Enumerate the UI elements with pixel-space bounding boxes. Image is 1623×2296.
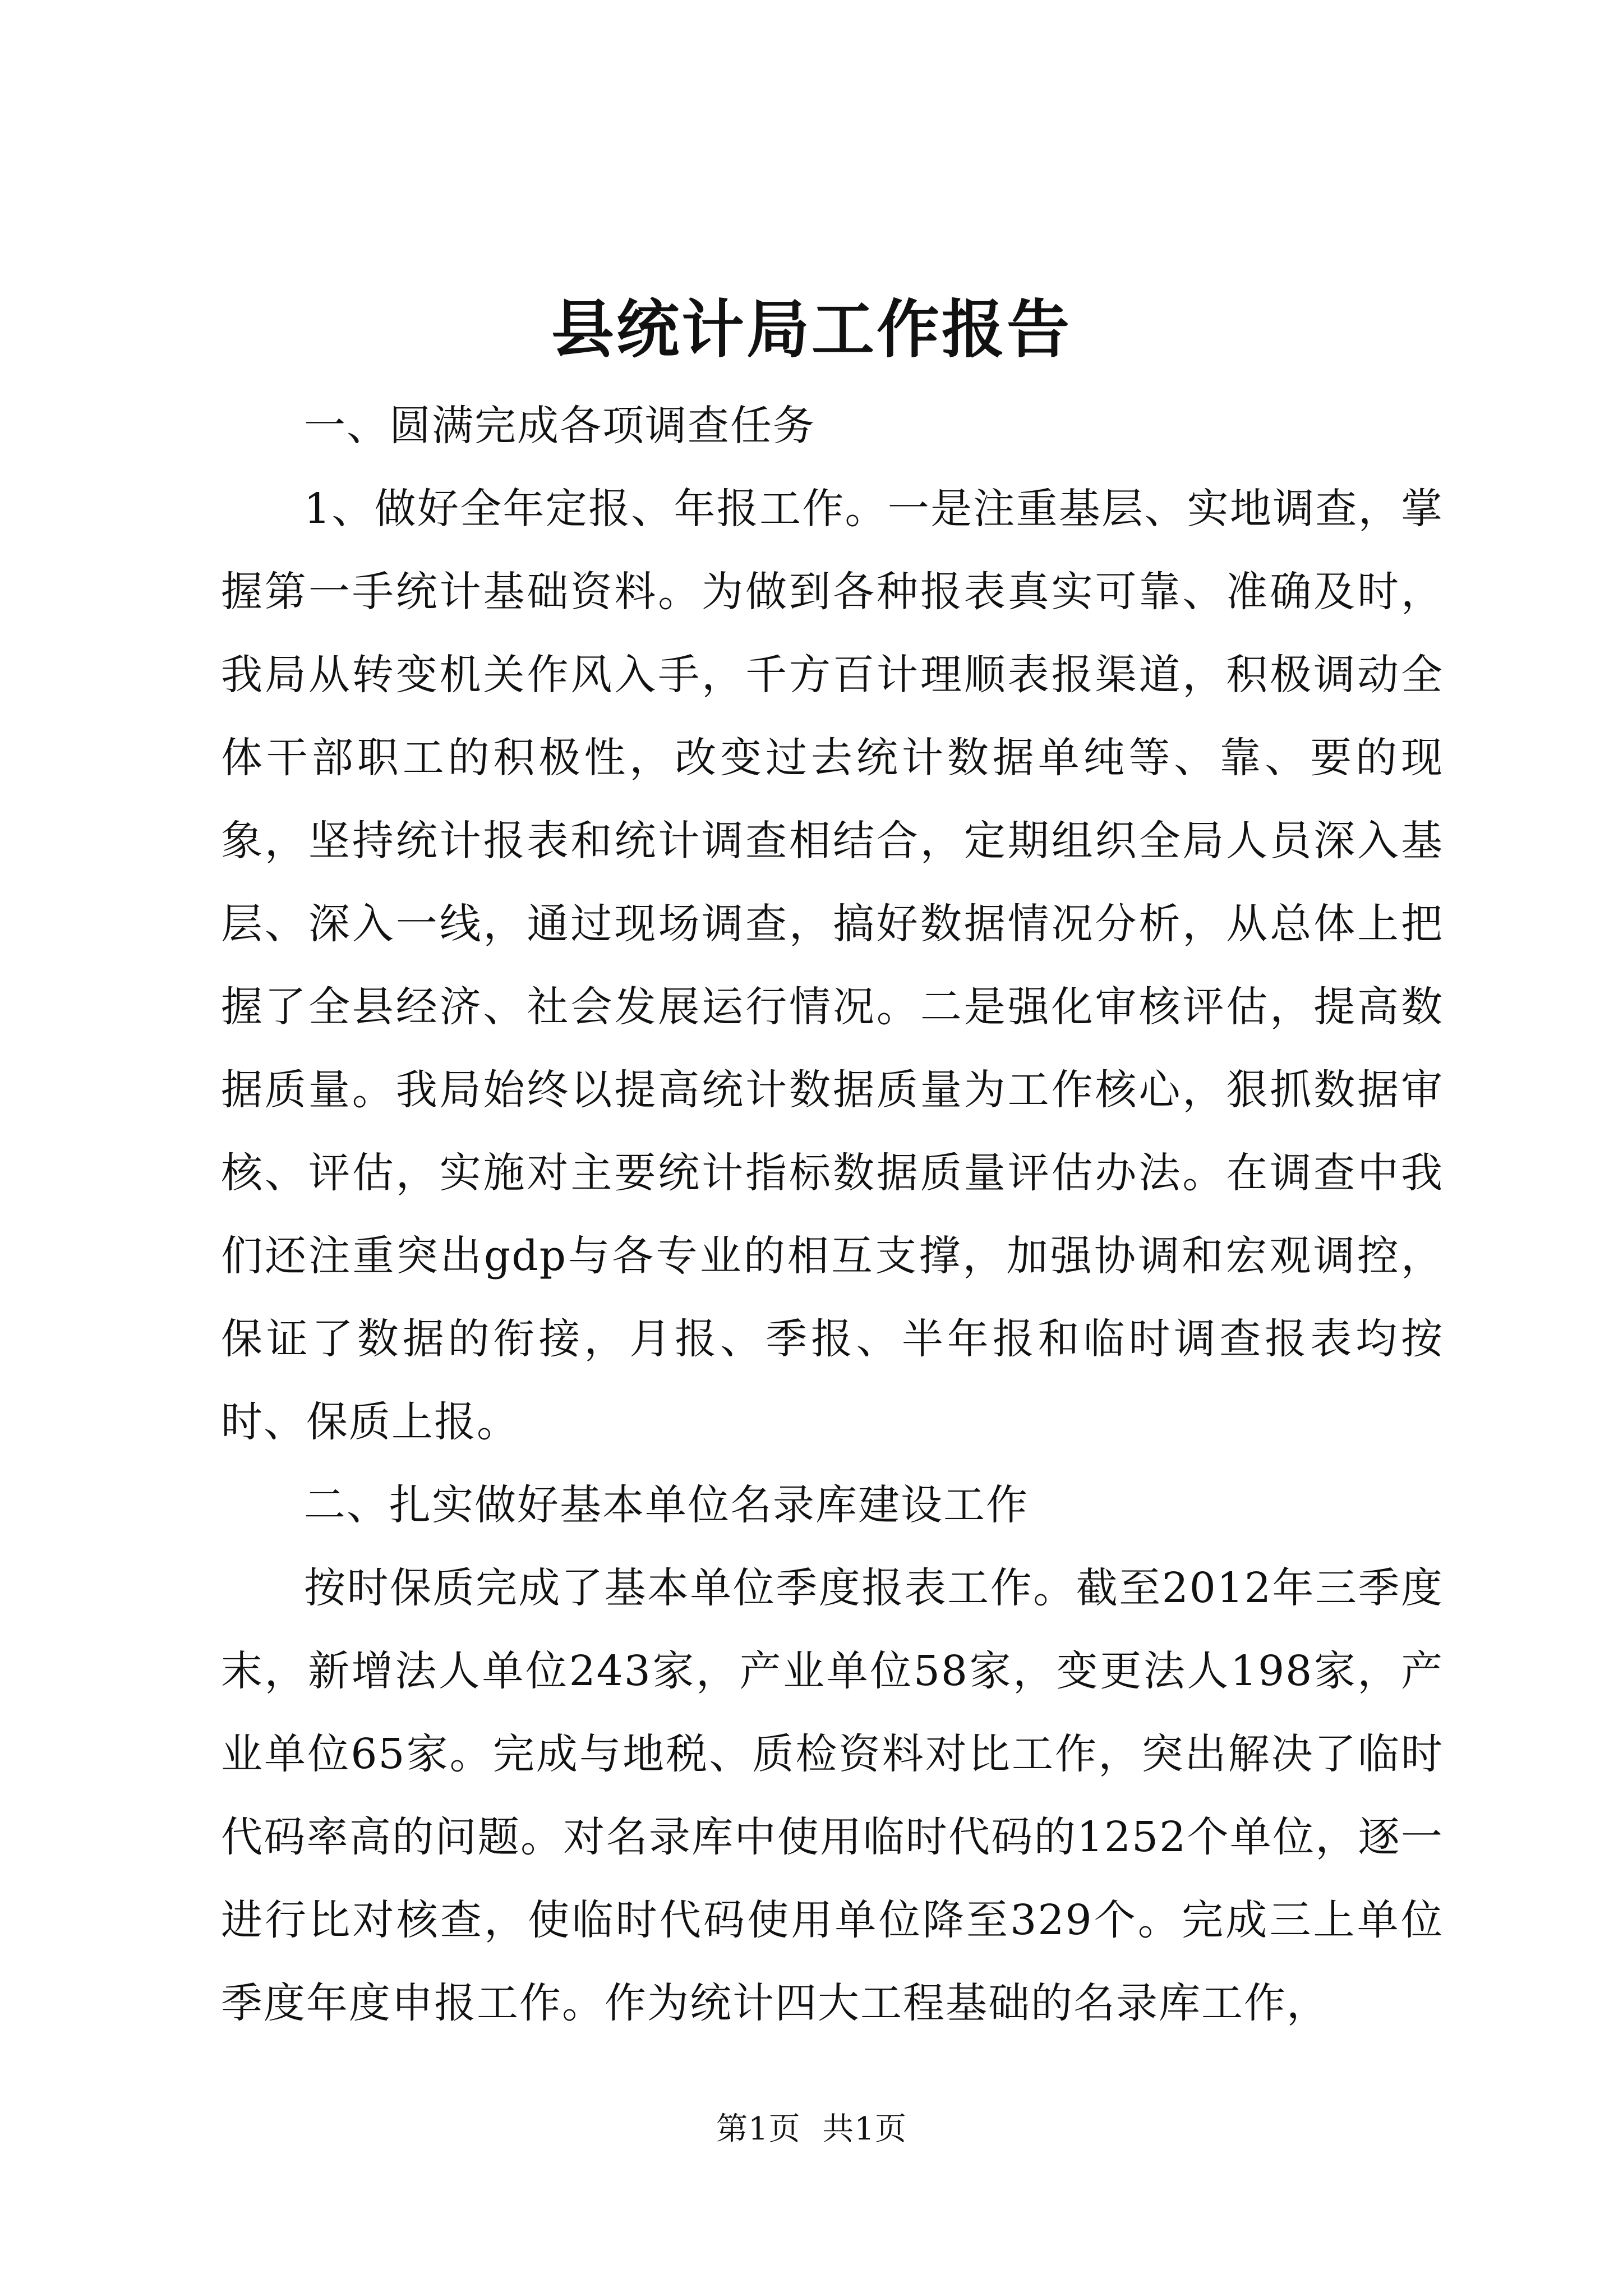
document-title: 县统计局工作报告	[551, 293, 1072, 366]
section-2-paragraph-1: 按时保质完成了基本单位季度报表工作。截至2012年三季度末，新增法人单位243家，产业单位58家，变更法人198家，产业单位65家。完成与地税、质检资料对比工作，突出解决了临时代码率高的问题。对名录库中使用临时代码的1252个单位，逐一进行比对核查，使临时代码使用单位降至329个。完成三上单位季度年度申报工作。作为统计四大工程基础的名录库工作，	[221, 1564, 1444, 2027]
page-total: 共1页	[822, 2111, 907, 2147]
page-footer	[0, 2109, 1623, 2150]
section-heading-1: 一、圆满完成各项调查任务	[304, 402, 815, 450]
section-1-paragraph-1: 1、做好全年定报、年报工作。一是注重基层、实地调查，掌握第一手统计基础资料。为做到各种报表真实可靠、准确及时，我局从转变机关作风入手，千方百计理顺表报渠道，积极调动全体干部职工的积极性，改变过去统计数据单纯等、靠、要的现象，坚持统计报表和统计调查相结合，定期组织全局人员深入基层、深入一线，通过现场调查，搞好数据情况分析，从总体上把握了全县经济、社会发展运行情况。二是强化审核评估，提高数据质量。我局始终以提高统计数据质量为工作核心，狠抓数据审核、评估，实施对主要统计指标数据质量评估办法。在调查中我们还注重突出gdp与各专业的相互支撑，加强协调和宏观调控，保证了数据的衔接，月报、季报、半年报和临时调查报表均按时、保质上报。	[221, 485, 1444, 1446]
page-number: 第1页	[716, 2111, 801, 2147]
section-heading-2: 二、扎实做好基本单位名录库建设工作	[304, 1481, 1029, 1529]
document-body	[221, 384, 1444, 2045]
